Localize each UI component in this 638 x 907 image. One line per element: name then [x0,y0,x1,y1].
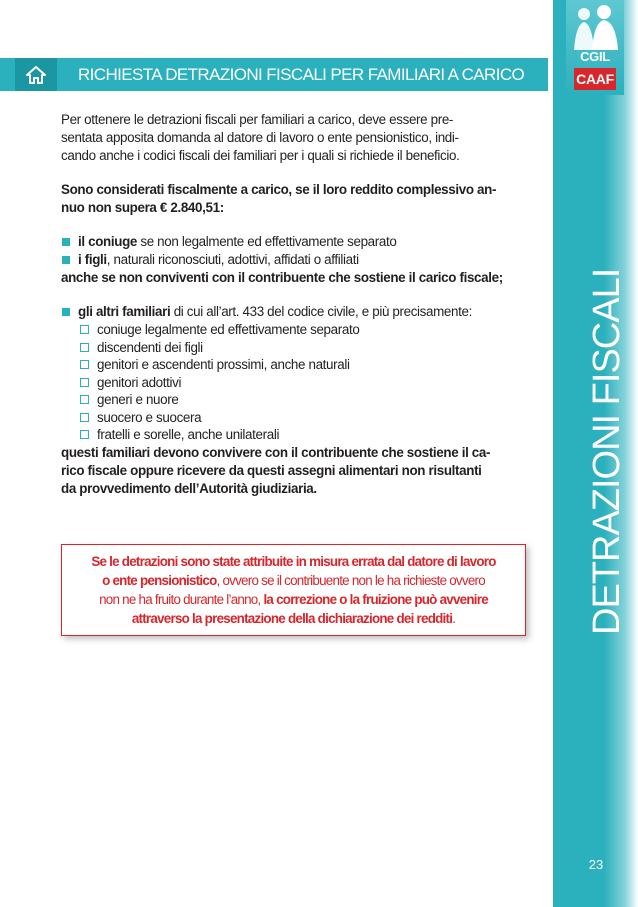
bullet-bold-text: il coniuge [78,234,137,249]
notice-text: non ne ha fruito durante l’anno, [99,592,264,607]
list-item-text: generi e nuore [97,392,179,407]
list-item [61,391,531,409]
hollow-square-icon [80,343,89,352]
section-title: RICHIESTA DETRAZIONI FISCALI PER FAMILIARI A CARICO [78,65,525,84]
hollow-square-icon [80,395,89,404]
conviventi-note: anche se non conviventi con il contribuente che sostiene il carico fiscale; [61,270,503,285]
logo-caaf-text: CAAF [574,68,616,90]
bullet-altri-familiari [61,303,531,321]
notice-line [62,590,525,609]
list-item [61,409,531,427]
hollow-square-icon [80,413,89,422]
notice-line [62,552,525,571]
list-item [61,426,531,444]
criteria-line: nuo non supera € 2.840,51: [61,200,224,215]
hollow-square-icon [80,378,89,387]
notice-line [62,609,525,628]
bullet-text: , naturali riconosciuti, adottivi, affidati o affiliati [106,252,359,267]
intro-line: sentata apposita domanda al datore di lavoro o ente pensionistico, indi- [61,130,459,145]
list-item-text: discendenti dei figli [97,339,203,355]
bullet-text: se non legalmente ed effettivamente separato [137,234,397,249]
intro-line: cando anche i codici fiscali dei familiari per i quali si richiede il beneficio. [61,148,460,163]
body-text [61,111,531,498]
bullet-bold-text: gli altri familiari [78,304,171,319]
convivenza-note: questi familiari devono convivere con il contribuente che sostiene il ca- [61,444,491,460]
convivenza-note: rico fiscale oppure ricevere da questi assegni alimentari non risultanti [61,462,482,478]
criteria-line: Sono considerati fiscalmente a carico, se il loro reddito complessivo an- [61,182,497,197]
home-button[interactable] [15,58,57,91]
bullet-text: di cui all’art. 433 del codice civile, e più precisamente: [170,304,472,319]
cgil-caaf-logo [566,0,624,95]
bullet-figli [61,251,531,269]
page-number: 23 [588,857,604,872]
bullet-bold-text: i figli [78,252,107,267]
list-item-text: genitori e ascendenti prossimi, anche naturali [97,357,350,372]
people-logo-icon [570,4,620,54]
list-item [61,374,531,392]
notice-bold-text: Se le detrazioni sono state attribuite in misura errata dal datore di lavoro [91,554,496,569]
hollow-square-icon [80,325,89,334]
notice-box [61,544,526,636]
list-item-text: coniuge legalmente ed effettivamente separato [97,322,360,337]
hollow-square-icon [80,430,89,439]
bullet-coniuge [61,233,531,251]
list-item [61,339,531,357]
convivenza-note: da provvedimento dell’Autorità giudiziaria. [61,480,317,496]
square-bullet-icon [62,308,70,316]
notice-bold-text: la correzione o la fruizione può avvenire [263,592,488,607]
list-item-text: fratelli e sorelle, anche unilaterali [97,427,280,442]
hollow-square-icon [80,360,89,369]
notice-line [62,571,525,590]
notice-text: , ovvero se il contribuente non le ha richieste ovvero [216,573,485,588]
square-bullet-icon [62,256,70,264]
home-icon [25,65,47,85]
list-item [61,356,531,374]
list-item-text: suocero e suocera [97,409,202,425]
square-bullet-icon [62,238,70,246]
notice-bold-text: o ente pensionistico [102,573,217,588]
list-item-text: genitori adottivi [97,374,182,390]
vertical-section-title: DETRAZIONI FISCALI [586,268,628,635]
notice-text: . [452,611,456,626]
logo-cgil-text: CGIL [580,49,610,64]
intro-line: Per ottenere le detrazioni fiscali per familiari a carico, deve essere pre- [61,112,454,127]
notice-bold-text: attraverso la presentazione della dichiarazione dei redditi [131,611,453,626]
list-item [61,321,531,339]
